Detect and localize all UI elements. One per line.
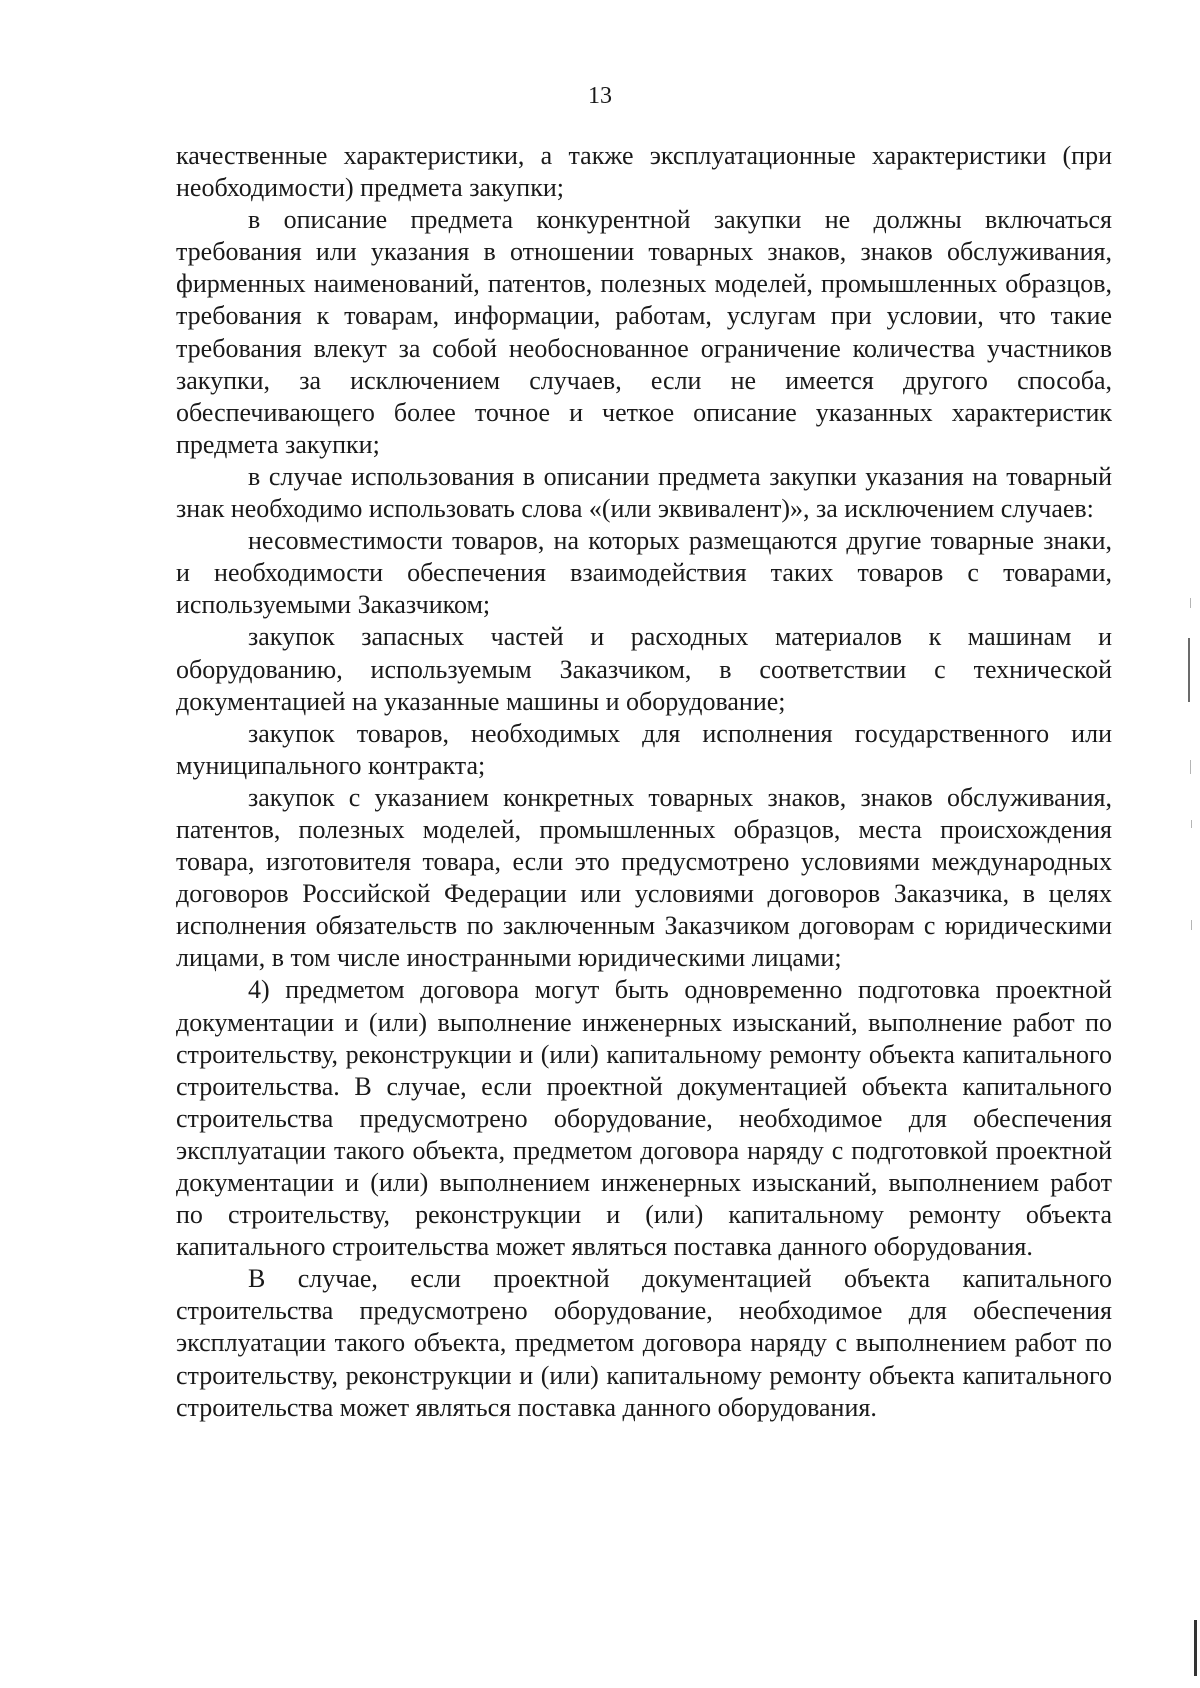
paragraph-item-4-contract-subject: 4) предметом договора могут быть одновременно подготовка проектной документации и (или) выполнение инженерных изысканий, выполнение работ по строительству, реконструкции и (или) капитальному ремонту объекта капитального строительства. В случае, если проектной документацией объекта капитального строительства предусмотрено оборудование, необходимое для обеспечения эксплуатации такого объекта, предметом договора наряду с подготовкой проектной документации и (или) выполнением инженерных изысканий, выполнением работ по строительству, реконструкции и (или) капитальному ремонту объекта капитального строительства может являться поставка данного оборудования. (176, 975, 1112, 1262)
paragraph-continuation: качественные характеристики, а также эксплуатационные характеристики (при необходимости) предмета закупки; (176, 141, 1112, 203)
document-body (176, 140, 1112, 1424)
paragraph-exception-incompatibility: несовместимости товаров, на которых размещаются другие товарные знаки, и необходимости обеспечения взаимодействия таких товаров с товарами, используемыми Заказчиком; (176, 526, 1112, 620)
scan-margin-mark (1188, 638, 1190, 702)
paragraph-equivalent-wording: в случае использования в описании предмета закупки указания на товарный знак необходимо использовать слова «(или эквивалент)», за исключением случаев: (176, 461, 1112, 524)
paragraph-exception-state-contract: закупок товаров, необходимых для исполнения государственного или муниципального контракта; (176, 718, 1112, 780)
scan-speck (1190, 598, 1191, 608)
paragraph-trademark-restrictions: в описание предмета конкурентной закупки не должны включаться требования или указания в отношении товарных знаков, знаков обслуживания, фирменных наименований, патентов, полезных моделей, промышленных образцов, требования к товарам, информации, работам, услугам при условии, что такие требования влекут за собой необоснованное ограничение количества участников закупки, за исключением случаев, если не имеется другого способа, обеспечивающего более точное и четкое описание указанных характеристик предмета закупки; (176, 205, 1112, 459)
scan-speck (1191, 820, 1192, 828)
scan-margin-mark (1194, 1620, 1197, 1676)
page-number: 13 (588, 83, 612, 109)
scan-speck (1191, 920, 1192, 930)
scan-speck (1190, 760, 1191, 774)
paragraph-equipment-supply: В случае, если проектной документацией объекта капитального строительства предусмотрено оборудование, необходимое для обеспечения эксплуатации такого объекта, предметом договора наряду с выполнением работ по строительству, реконструкции и (или) капитальному ремонту объекта капитального строительства может являться поставка данного оборудования. (176, 1264, 1112, 1422)
paragraph-exception-spare-parts: закупок запасных частей и расходных материалов к машинам и оборудованию, используемым Заказчиком, в соответствии с технической документацией на указанные машины и оборудование; (176, 622, 1112, 716)
paragraph-exception-specific-trademarks: закупок с указанием конкретных товарных знаков, знаков обслуживания, патентов, полезных моделей, промышленных образцов, места происхождения товара, изготовителя товара, если это предусмотрено условиями международных договоров Российской Федерации или условиями договоров Заказчика, в целях исполнения обязательств по заключенным Заказчиком договорам с юридическими лицами, в том числе иностранными юридическими лицами; (176, 782, 1112, 973)
